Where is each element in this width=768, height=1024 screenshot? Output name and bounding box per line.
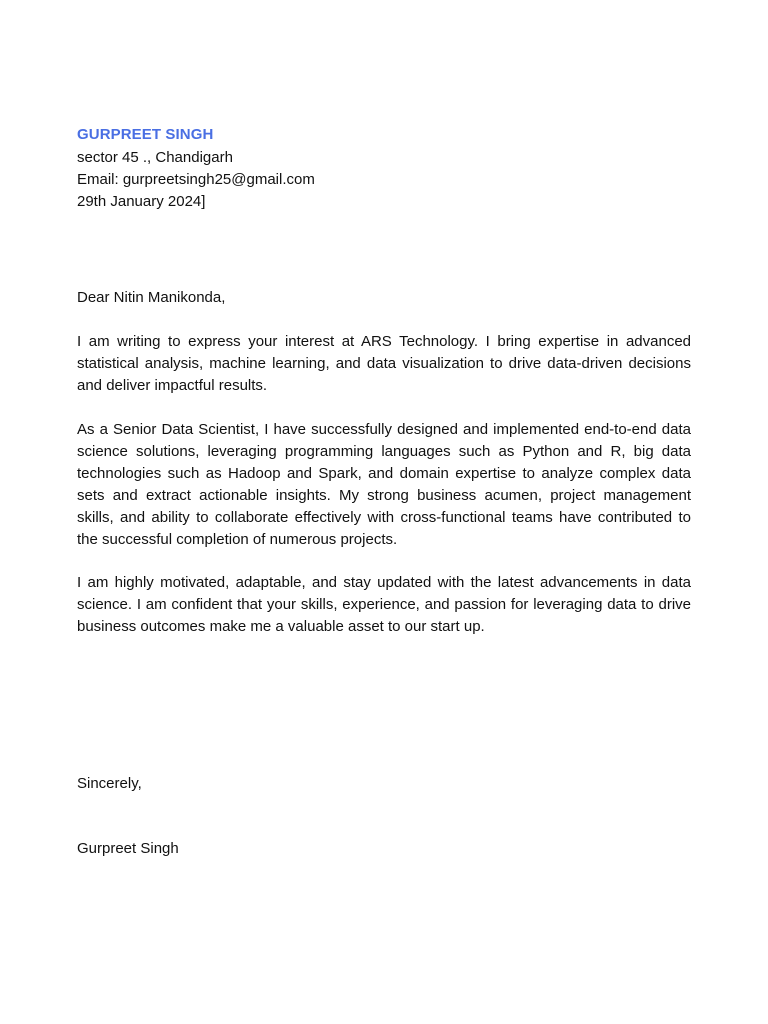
letter-date: 29th January 2024] <box>77 193 206 210</box>
sender-email: Email: gurpreetsingh25@gmail.com <box>77 171 315 188</box>
body-paragraph-2: As a Senior Data Scientist, I have successfully designed and implemented end-to-end data science solutions, leveraging programming languages such as Python and R, big data technologies such as Hadoop and Spark, and domain expertise to analyze complex data sets and extract actionable insights. My strong business acumen, project management skills, and ability to collaborate effectively with cross-functional teams have contributed to the successful completion of numerous projects. <box>77 421 691 548</box>
body-paragraph-3: I am highly motivated, adaptable, and stay updated with the latest advancements in data science. I am confident that your skills, experience, and passion for leveraging data to drive business outcomes make me a valuable asset to our start up. <box>77 574 691 635</box>
body-paragraph-1: I am writing to express your interest at ARS Technology. I bring expertise in advanced statistical analysis, machine learning, and data visualization to drive data-driven decisions and deliver impactful results. <box>77 333 691 394</box>
signature-name: Gurpreet Singh <box>77 840 179 857</box>
sender-address: sector 45 ., Chandigarh <box>77 149 233 166</box>
sender-name: GURPREET SINGH <box>77 126 214 143</box>
salutation: Dear Nitin Manikonda, <box>77 289 226 306</box>
closing: Sincerely, <box>77 775 142 792</box>
